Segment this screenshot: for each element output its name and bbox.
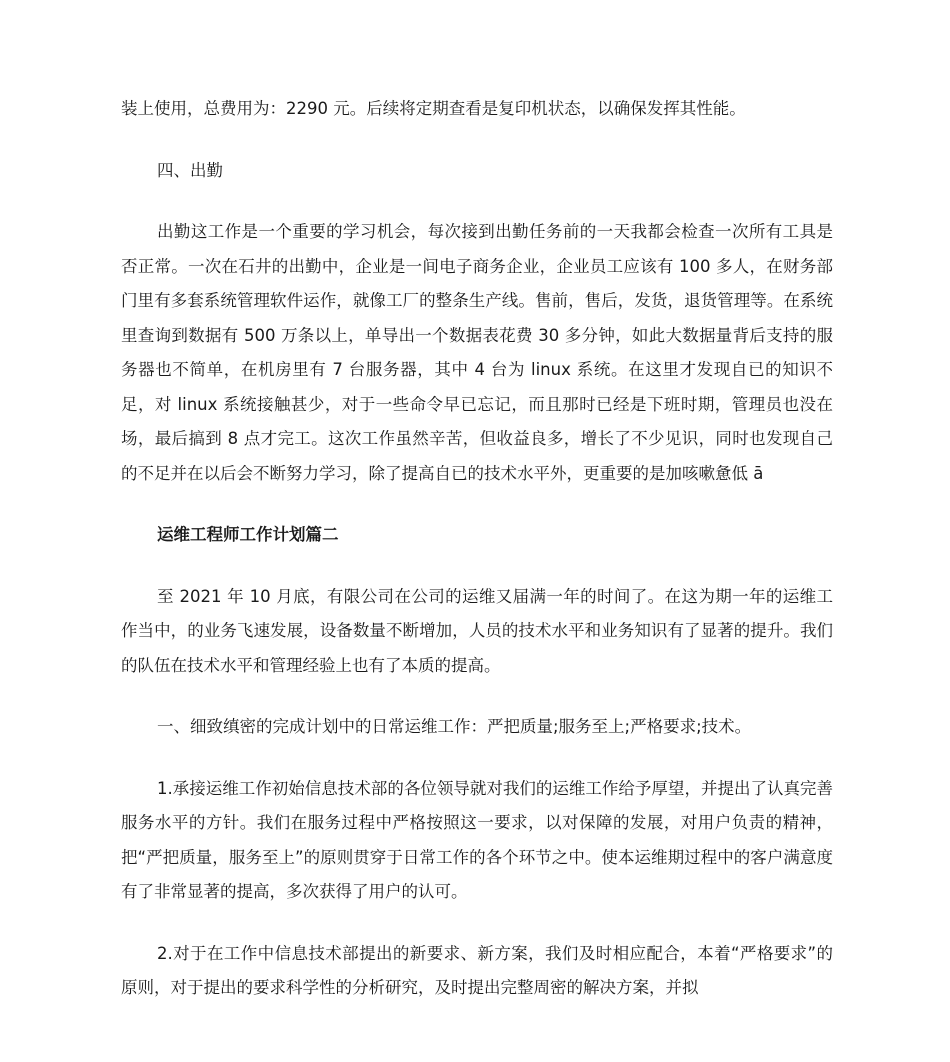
section-heading-attendance: 四、出勤 <box>157 160 223 180</box>
section-heading-daily-ops: 一、细致缜密的完成计划中的日常运维工作：严把质量;服务至上;严格要求;技术。 <box>157 717 752 736</box>
document-page <box>121 92 833 1006</box>
article-title-part-two: 运维工程师工作计划篇二 <box>157 525 339 544</box>
paragraph-item-2: 2.对于在工作中信息技术部提出的新要求、新方案，我们及时相应配合，本着“严格要求”的原则，对于提出的要求科学性的分析研究，及时提出完整周密的解决方案，并拟 <box>121 943 833 997</box>
paragraph-intro: 至 2021 年 10 月底，有限公司在公司的运维又届满一年的时间了。在这为期一年的运维工作当中，的业务飞速发展，设备数量不断增加，人员的技术水平和业务知识有了显著的提升。我们的队伍在技术水平和管理经验上也有了本质的提高。 <box>121 586 833 675</box>
paragraph-attendance: 出勤这工作是一个重要的学习机会，每次接到出勤任务前的一天我都会检查一次所有工具是否正常。一次在石井的出勤中，企业是一间电子商务企业，企业员工应该有 100 多人，在财务部门里有多套系统管理软件运作，就像工厂的整条生产线。售前，售后，发货，退货管理等。在系统里查询到数据有 500 万条以上，单导出一个数据表花费 30 多分钟，如此大数据量背后支持的服务器也不简单，在机房里有 7 台服务器，其中 4 台为 linux 系统。在这里才发现自已的知识不足，对 linux 系统接触甚少，对于一些命令早已忘记，而且那时已经是下班时期，管理员也没在场，最后搞到 8 点才完工。这次工作虽然辛苦，但收益良多，增长了不少见识，同时也发现自己的不足并在以后会不断努力学习，除了提高自已的技术水平外，更重要的是加咳嗽惫低 ā <box>121 222 833 483</box>
paragraph-item-1: 1.承接运维工作初始信息技术部的各位领导就对我们的运维工作给予厚望，并提出了认真完善服务水平的方针。我们在服务过程中严格按照这一要求，以对保障的发展，对用户负责的精神，把“严把质量，服务至上”的原则贯穿于日常工作的各个环节之中。使本运维期过程中的客户满意度有了非常显著的提高，多次获得了用户的认可。 <box>121 778 833 901</box>
paragraph-cost-summary: 装上使用，总费用为：2290 元。后续将定期查看是复印机状态，以确保发挥其性能。 <box>121 99 746 118</box>
